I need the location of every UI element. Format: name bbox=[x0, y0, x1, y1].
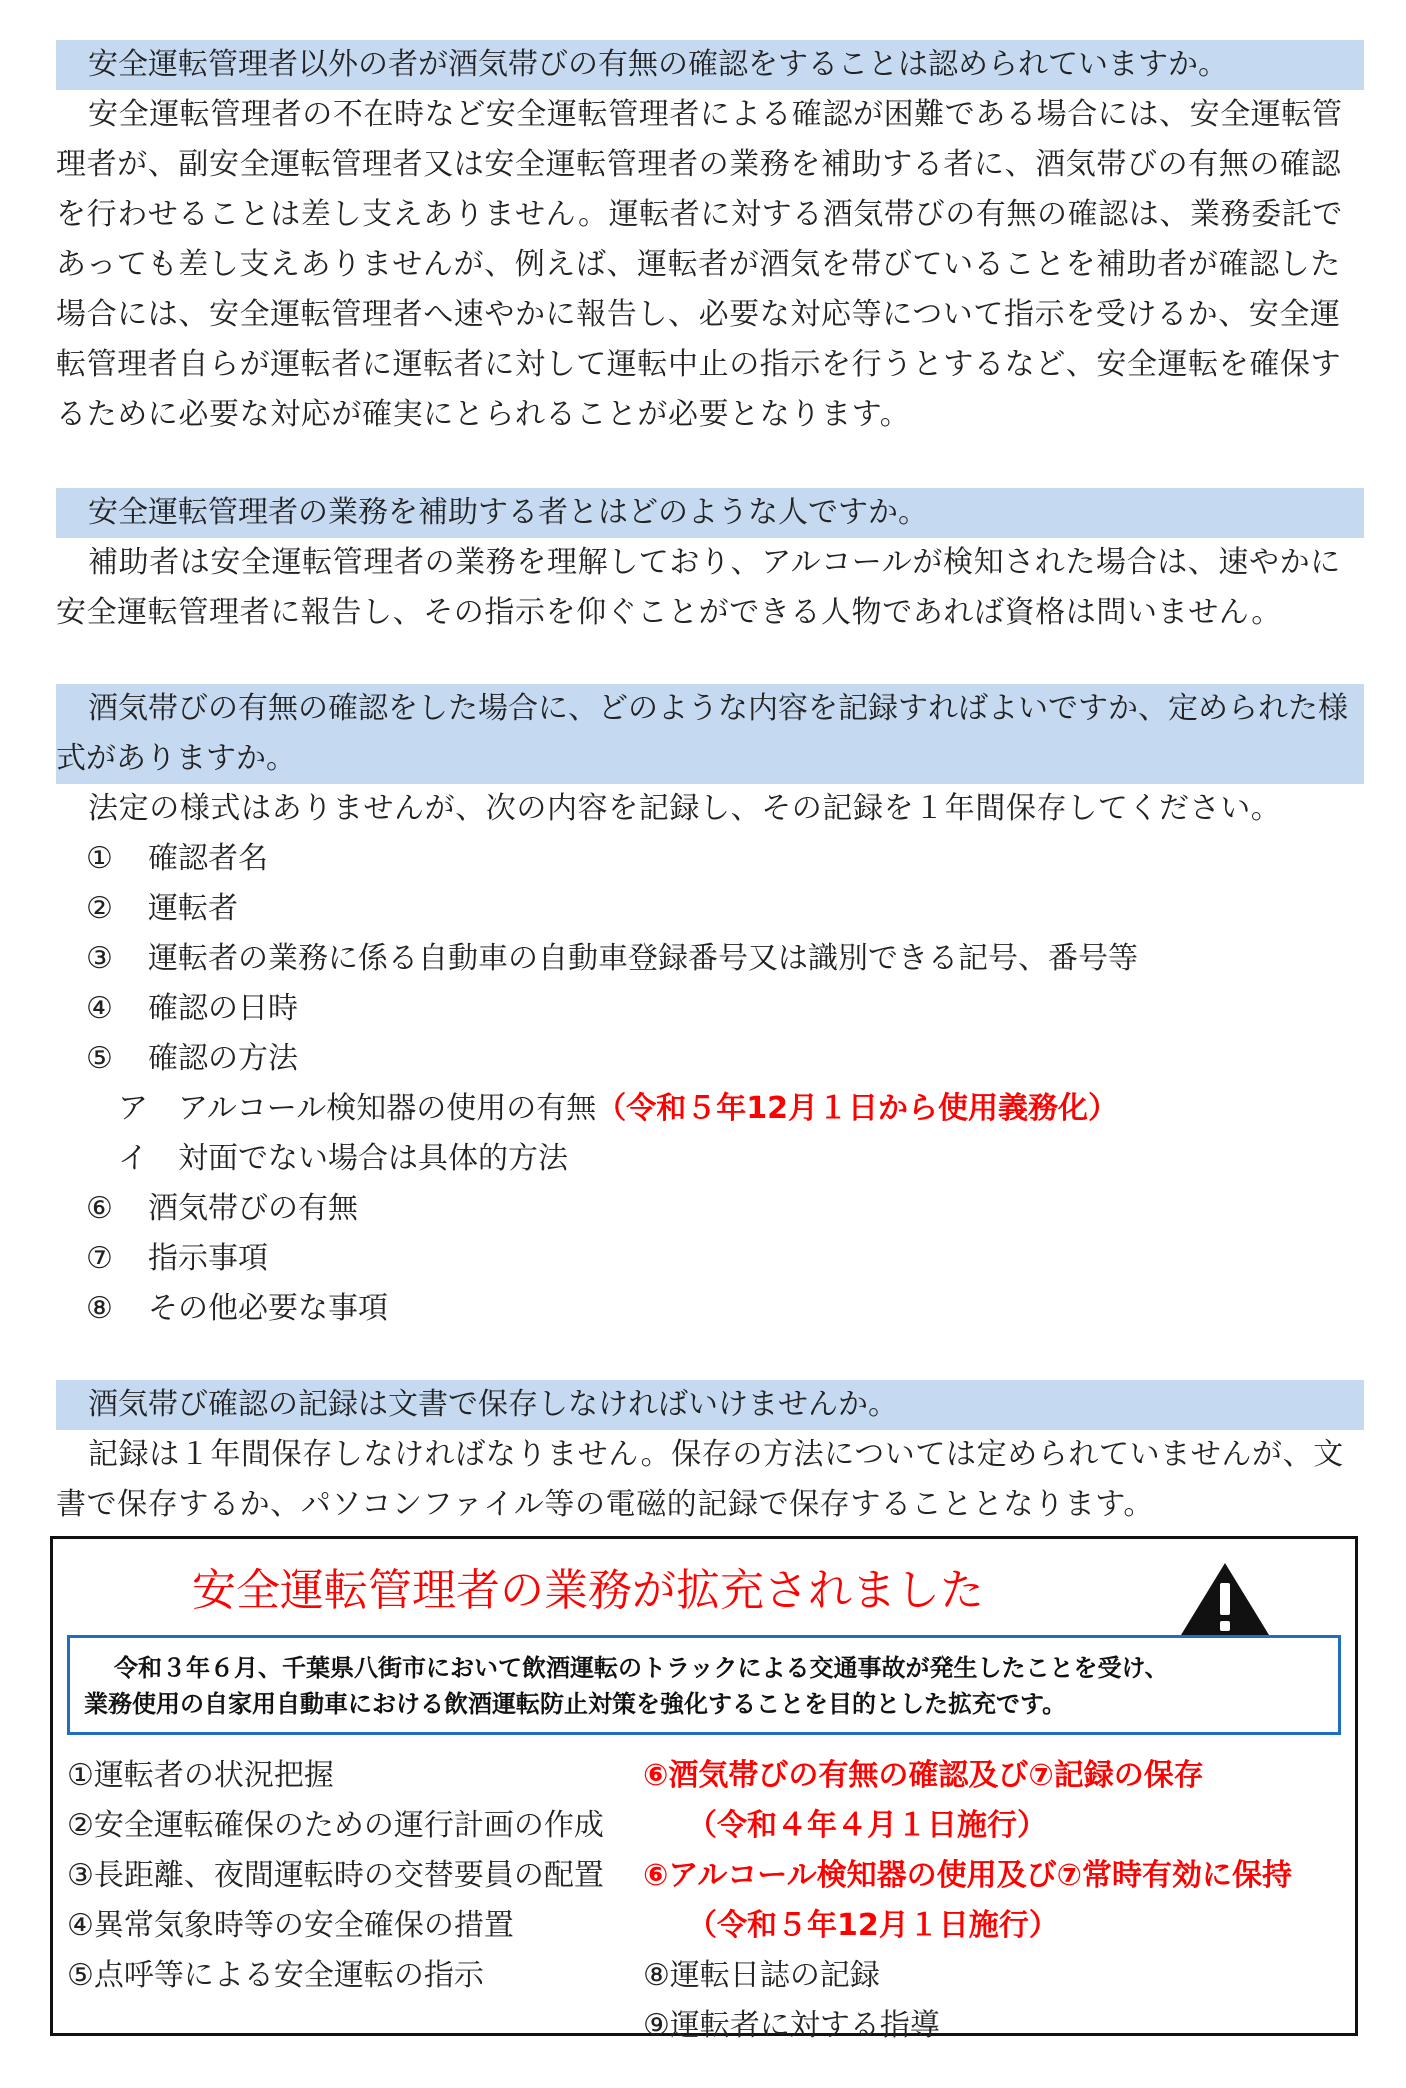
duty-item: ②安全運転確保のための運行計画の作成 bbox=[67, 1808, 604, 1843]
document-body bbox=[56, 40, 1364, 1530]
duties-right-column bbox=[643, 1751, 1292, 2051]
question-2: 安全運転管理者の業務を補助する者とはどのような人ですか。 bbox=[56, 488, 1364, 538]
duty-item-new: ⑥アルコール検知器の使用及び⑦常時有効に保持 bbox=[643, 1858, 1293, 1893]
expansion-info-box bbox=[50, 1536, 1358, 2043]
list-item: ⑤ 確認の方法 bbox=[86, 1041, 298, 1076]
list-item: ③ 運転者の業務に係る自動車の自動車登録番号又は識別できる記号、番号等 bbox=[86, 941, 1138, 976]
record-items-list bbox=[56, 834, 1364, 1334]
effective-date: （令和５年12月１日施行） bbox=[687, 1908, 1059, 1943]
list-item: ① 確認者名 bbox=[86, 841, 268, 876]
list-item: ⑥ 酒気帯びの有無 bbox=[86, 1191, 358, 1226]
mandatory-note: （令和５年12月１日から使用義務化） bbox=[596, 1091, 1118, 1126]
question-4: 酒気帯び確認の記録は文書で保存しなければいけませんか。 bbox=[56, 1380, 1364, 1430]
list-item: ⑧ その他必要な事項 bbox=[86, 1291, 388, 1326]
answer-4: 記録は１年間保存しなければなりません。保存の方法については定められていませんが、文書で保存するか、パソコンファイル等の電磁的記録で保存することとなります。 bbox=[56, 1437, 1344, 1522]
answer-2: 補助者は安全運転管理者の業務を理解しており、アルコールが検知された場合は、速やかに安全運転管理者に報告し、その指示を仰ぐことができる人物であれば資格は問いません。 bbox=[56, 545, 1341, 630]
answer-1: 安全運転管理者の不在時など安全運転管理者による確認が困難である場合には、安全運転管理者が、副安全運転管理者又は安全運転管理者の業務を補助する者に、酒気帯びの有無の確認を行わせることは差し支えありません。運転者に対する酒気帯びの有無の確認は、業務委託であっても差し支えありませんが、例えば、運転者が酒気を帯びていることを補助者が確認した場合には、安全運転管理者へ速やかに報告し、必要な対応等について指示を受けるか、安全運転管理者自らが運転者に運転者に対して運転中止の指示を行うとするなど、安全運転を確保するために必要な対応が確実にとられることが必要となります。 bbox=[56, 97, 1343, 432]
duty-item: ⑤点呼等による安全運転の指示 bbox=[67, 1958, 484, 1993]
duties-left-column bbox=[67, 1751, 604, 2001]
duty-item: ①運転者の状況把握 bbox=[67, 1758, 334, 1793]
list-item: ⑦ 指示事項 bbox=[86, 1241, 268, 1276]
duty-item: ⑨運転者に対する指導 bbox=[643, 2008, 940, 2043]
list-item: ② 運転者 bbox=[86, 891, 238, 926]
duty-item: ④異常気象時等の安全確保の措置 bbox=[67, 1908, 514, 1943]
duty-item: ⑧運転日誌の記録 bbox=[643, 1958, 880, 1993]
duty-item: ③長距離、夜間運転時の交替要員の配置 bbox=[67, 1858, 604, 1893]
background-note: 令和３年６月、千葉県八街市において飲酒運転のトラックによる交通事故が発生したことを受け、 業務使用の自家用自動車における飲酒運転防止対策を強化することを目的とした拡充です。 bbox=[67, 1635, 1341, 1735]
question-1: 安全運転管理者以外の者が酒気帯びの有無の確認をすることは認められていますか。 bbox=[56, 40, 1364, 90]
answer-3: 法定の様式はありませんが、次の内容を記録し、その記録を１年間保存してください。 bbox=[88, 791, 1282, 826]
sub-list-item: ア アルコール検知器の使用の有無 （令和５年12月１日から使用義務化） bbox=[56, 1084, 1364, 1134]
sub-list-item: イ 対面でない場合は具体的方法 bbox=[118, 1141, 568, 1176]
warning-icon bbox=[1177, 1559, 1273, 1639]
question-3: 酒気帯びの有無の確認をした場合に、どのような内容を記録すればよいですか、定められた様式がありますか。 bbox=[56, 684, 1364, 784]
list-item: ④ 確認の日時 bbox=[86, 991, 298, 1026]
box-title: 安全運転管理者の業務が拡充されました bbox=[192, 1565, 984, 1616]
duty-item-new: ⑥酒気帯びの有無の確認及び⑦記録の保存 bbox=[643, 1758, 1204, 1793]
effective-date: （令和４年４月１日施行） bbox=[687, 1808, 1047, 1843]
